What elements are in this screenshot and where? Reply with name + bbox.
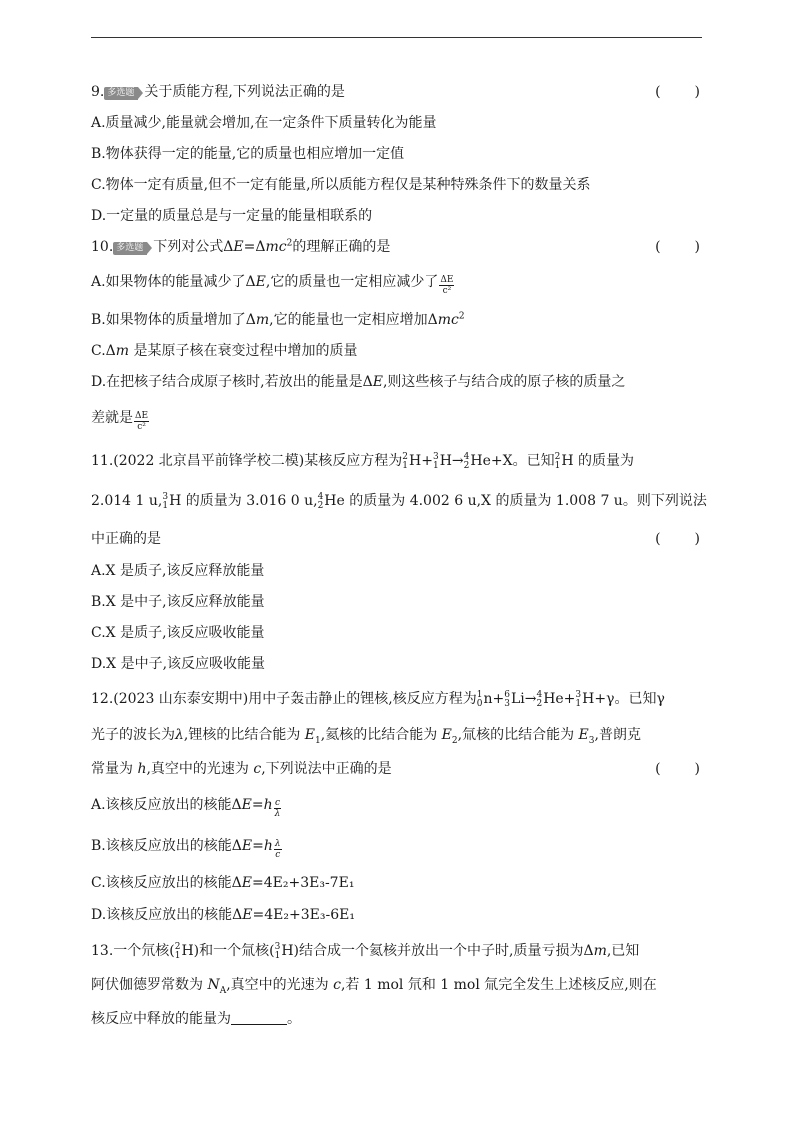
q11-option-d: D.X 是中子,该反应吸收能量: [91, 656, 266, 672]
answer-bracket: ( ): [655, 84, 702, 100]
q10-option-d-line1: D.在把核子结合成原子核时,若放出的能量是ΔE,则这些核子与结合成的原子核的质量之: [91, 374, 626, 390]
q9-option-a: A.质量减少,能量就会增加,在一定条件下质量转化为能量: [91, 115, 437, 131]
answer-bracket: ( ): [655, 531, 702, 547]
q11-option-a: A.X 是质子,该反应释放能量: [91, 563, 265, 579]
q12-line1: 12.(2023 山东泰安期中)用中子轰击静止的锂核,核反应方程为 1 0 n+ 6 3 Li→ 4 2 He+ 3 1 H+γ。已知γ: [91, 690, 665, 709]
q12-option-a: A.该核反应放出的核能ΔE=h $\frac{c}{\lambda}$: [91, 797, 281, 819]
q13-line1: 13.一个氘核( 2 1 H)和一个氚核( 3 1 H)结合成一个氦核并放出一个中子时,质量亏损为Δm,已知: [91, 942, 640, 961]
fraction-c-lambda: $\frac{c}{\lambda}$: [274, 798, 281, 819]
q12-option-b: B.该核反应放出的核能ΔE=h $\frac{\lambda}{c}$: [91, 838, 281, 860]
q10-option-c: C.Δm 是某原子核在衰变过程中增加的质量: [91, 343, 358, 359]
header-rule: [91, 37, 702, 38]
answer-blank[interactable]: [231, 1010, 287, 1025]
q10-option-d-line2: 差就是 $\frac{\Delta E}{\text{c²}}$: [91, 410, 149, 432]
q11-option-b: B.X 是中子,该反应释放能量: [91, 594, 265, 610]
q11-line1: 11.(2022 北京昌平前锋学校二模)某核反应方程为 2 1 H+ 3 1 H→ 4 2 He+X。已知 2 1 H 的质量为: [91, 452, 634, 471]
q10-stem: 10. 多选题 下列对公式ΔE=Δmc$^2$的理解正确的是 ( ): [91, 238, 702, 255]
q9-option-b: B.物体获得一定的能量,它的质量也相应增加一定值: [91, 146, 405, 162]
multi-choice-tag: 多选题: [104, 87, 138, 100]
q12-option-c: C.该核反应放出的核能ΔE=4E₂+3E₃-7E₁: [91, 875, 355, 891]
q9-stem: 9. 多选题 关于质能方程,下列说法正确的是 ( ): [91, 84, 702, 100]
q11-line3: 中正确的是 ( ): [91, 531, 702, 547]
q11-line2: 2.014 1 u, 3 1 H 的质量为 3.016 0 u, 4 2 He 的质量为 4.002 6 u,X 的质量为 1.008 7 u。则下列说法: [91, 492, 707, 511]
q13-line2: 阿伏伽德罗常数为 $N_A$,真空中的光速为 c,若 1 mol 氘和 1 mol 氚完全发生上述核反应,则在: [91, 977, 657, 996]
multi-choice-tag: 多选题: [113, 242, 147, 255]
q12-line3: 常量为 h,真空中的光速为 c,下列说法中正确的是 ( ): [91, 761, 702, 777]
fraction-dE-c2: $\frac{\Delta E}{\text{c²}}$: [135, 411, 149, 432]
q9-option-c: C.物体一定有质量,但不一定有能量,所以质能方程仅是某种特殊条件下的数量关系: [91, 177, 591, 193]
fraction-dE-c2: $\frac{\Delta E}{\text{c²}}$: [440, 275, 454, 296]
q13-line3: 核反应中释放的能量为 。: [91, 1011, 301, 1027]
q12-option-d: D.该核反应放出的核能ΔE=4E₂+3E₃-6E₁: [91, 907, 355, 923]
q10-option-b: B.如果物体的质量增加了Δm,它的能量也一定相应增加Δmc$^2$: [91, 311, 465, 328]
answer-bracket: ( ): [655, 239, 702, 255]
q12-line2: 光子的波长为λ,锂核的比结合能为 $E_1$,氦核的比结合能为 $E_2$,氚核的比结合能为 $E_3$,普朗克: [91, 727, 641, 746]
q11-option-c: C.X 是质子,该反应吸收能量: [91, 625, 265, 641]
answer-bracket: ( ): [655, 761, 702, 777]
fraction-lambda-c: $\frac{\lambda}{c}$: [274, 839, 281, 860]
q10-option-a: A.如果物体的能量减少了ΔE,它的质量也一定相应减少了 $\frac{\Delta E}{\text{c²}}$: [91, 274, 454, 296]
q9-option-d: D.一定量的质量总是与一定量的能量相联系的: [91, 208, 373, 224]
